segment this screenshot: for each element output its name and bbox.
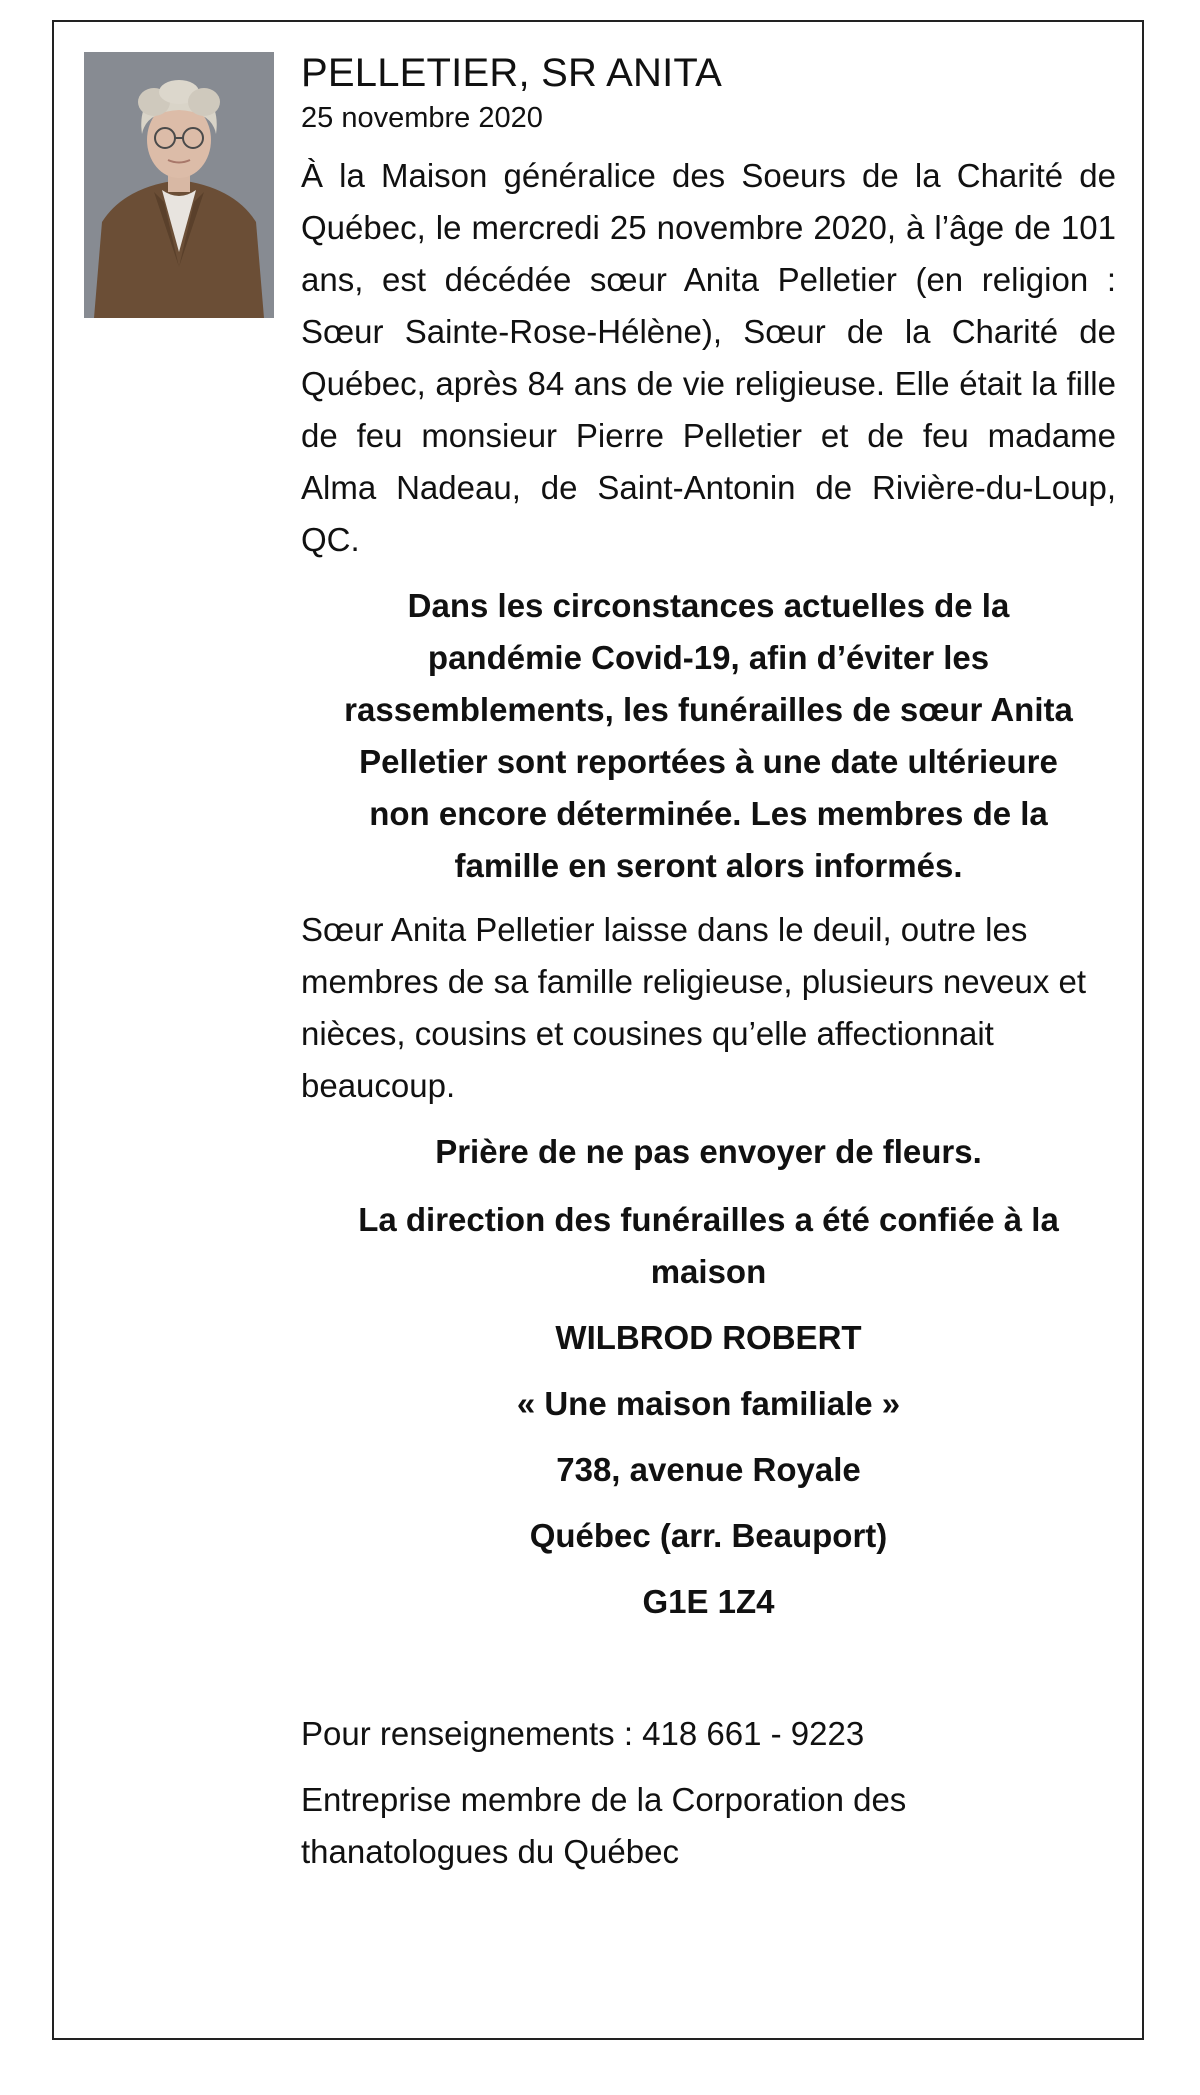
death-announcement-paragraph: À la Maison généralice des Soeurs de la Charité de Québec, le mercredi 25 novembre 2020, à l’âge de 101 ans, est décédée sœur Anita Pelletier (en religion : Sœur Sainte-Rose-Hélène), Sœur de la Charité de Québec, après 84 ans de vie religieuse. Elle était la fille de feu monsieur Pierre Pelletier et de feu madame Alma Nadeau, de Saint-Antonin de Rivière-du-Loup, QC. bbox=[301, 157, 1116, 558]
funeral-home-city: Québec (arr. Beauport) bbox=[529, 1517, 888, 1554]
covid-funeral-notice: Dans les circonstances actuelles de la pandémie Covid-19, afin d’éviter les rassemblements, les funérailles de sœur Anita Pelletier sont reportées à une date ultérieure non encore déterminée. Les membres de la famille en seront alors informés. bbox=[344, 587, 1073, 884]
portrait-illustration bbox=[84, 52, 274, 318]
funeral-home-slogan: « Une maison familiale » bbox=[516, 1385, 901, 1422]
information-phone: Pour renseignements : 418 661 - 9223 bbox=[301, 1715, 865, 1752]
funeral-home-name: WILBROD ROBERT bbox=[555, 1319, 862, 1356]
funeral-home-street: 738, avenue Royale bbox=[556, 1451, 861, 1488]
funeral-home-postal-code: G1E 1Z4 bbox=[642, 1583, 775, 1620]
deceased-name: PELLETIER, SR ANITA bbox=[301, 51, 722, 95]
portrait-photo bbox=[84, 52, 274, 318]
obituary-card bbox=[52, 20, 1144, 2040]
obituary-content bbox=[301, 50, 1116, 1878]
notice-date: 25 novembre 2020 bbox=[301, 102, 543, 134]
corporation-membership: Entreprise membre de la Corporation des thanatologues du Québec bbox=[301, 1781, 907, 1870]
mourners-paragraph: Sœur Anita Pelletier laisse dans le deuil, outre les membres de sa famille religieuse, plusieurs neveux et nièces, cousins et cousines qu’elle affectionnait beaucoup. bbox=[301, 911, 1087, 1104]
no-flowers-notice: Prière de ne pas envoyer de fleurs. bbox=[435, 1133, 982, 1170]
funeral-direction-text: La direction des funérailles a été confiée à la maison bbox=[358, 1201, 1059, 1290]
